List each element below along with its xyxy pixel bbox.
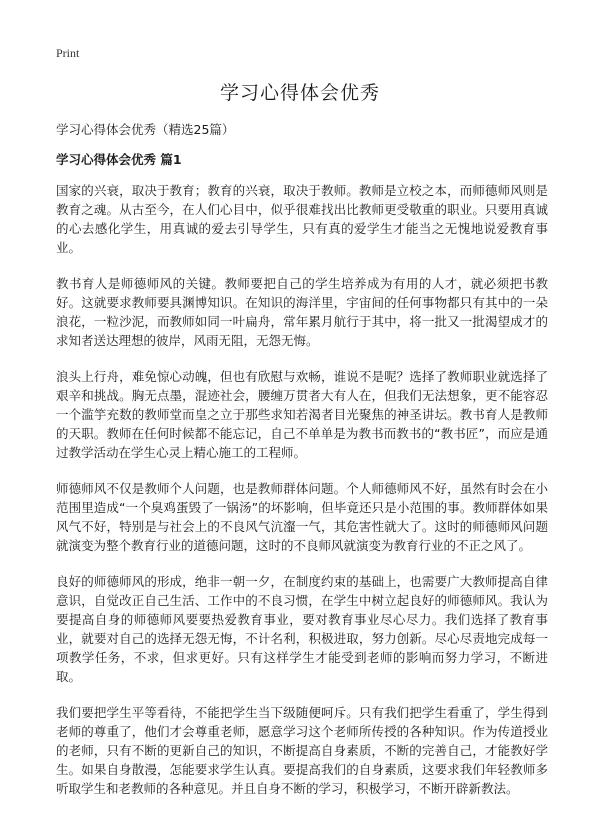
paragraph-2: 教书育人是师德师风的关键。教师要把自己的学生培养成为有用的人才，就必须把书教好。这就要求教师要具渊博知识。在知识的海洋里，宇宙间的任何事物都只有其中的一朵浪花，一粒沙泥，而教师如同一叶扁舟，常年累月航行于其中，将一批又一批渴望成才的求知者送达理想的彼岸，风雨无阻，无怨无悔。 xyxy=(56,276,548,348)
document-subtitle: 学习心得体会优秀（精选25篇） xyxy=(56,122,235,137)
paragraph-6: 我们要把学生平等看待，不能把学生当下级随便呵斥。只有我们把学生看重了，学生得到老师的尊重了，他们才会尊重老师，愿意学习这个老师所传授的各种知识。作为传道授业的老师，只有不断的更新自己的知识，不断提高自身素质，不断的完善自己，才能教好学生。如果自身散漫，怎能要求学生认真。要提高我们的自身素质，这要求我们年轻教师多听取学生和老教师的各种意见。并且自身不断的学习，积极学习，不断开辟新教法。 xyxy=(56,705,548,796)
print-link[interactable]: Print xyxy=(56,46,80,60)
page-title: 学习心得体会优秀 xyxy=(219,82,380,104)
paragraph-1: 国家的兴衰，取决于教育；教育的兴衰，取决于教师。教师是立校之本，而师德师风则是教育之魂。从古至今，在人们心目中，似乎很难找出比教师更受敬重的职业。只要用真诚的心去感化学生，用真诚的爱去引导学生，只有真的爱学生才能当之无愧地说爱教育事业。 xyxy=(56,183,548,255)
paragraph-4: 师德师风不仅是教师个人问题，也是教师群体问题。个人师德师风不好，虽然有时会在小范围里造成“一个臭鸡蛋毁了一锅汤”的坏影响，但毕竟还只是小范围的事。教师群体如果风气不好，特别是与社会上的不良风气沆瀣一气，其危害性就大了。这时的师德师风问题就演变为整个教育行业的道德问题，这时的不良师风就演变为教育行业的不正之风了。 xyxy=(56,481,548,553)
paragraph-5: 良好的师德师风的形成，绝非一朝一夕，在制度约束的基础上，也需要广大教师提高自律意识，自觉改正自己生活、工作中的不良习惯，在学生中树立起良好的师德师风。我认为要提高自身的师德师风要要热爱教育事业，要对教育事业尽心尽力。我们选择了教育事业，就要对自己的选择无怨无悔，不计名利，积极进取，努力创新。尽心尽责地完成每一项教学任务，不求，但求更好。只有这样学生才能受到老师的影响而努力学习，不断进取。 xyxy=(56,574,548,684)
article-body xyxy=(56,181,548,815)
section-heading: 学习心得体会优秀 篇1 xyxy=(56,152,182,167)
paragraph-3: 浪头上行舟，难免惊心动魄，但也有欣慰与欢畅，谁说不是呢？选择了教师职业就选择了艰辛和挑战。胸无点墨，混迹社会，腰缠万贯者大有人在，但我们无法想象，更不能容忍一个滥竽充数的教师堂而皇之立于那些求知若渴者目光聚焦的神圣讲坛。教书育人是教师的天职。教师在任何时候都不能忘记，自己不单单是为教书而教书的“教书匠”，而应是通过教学活动在学生心灵上精心施工的工程师。 xyxy=(56,369,548,460)
